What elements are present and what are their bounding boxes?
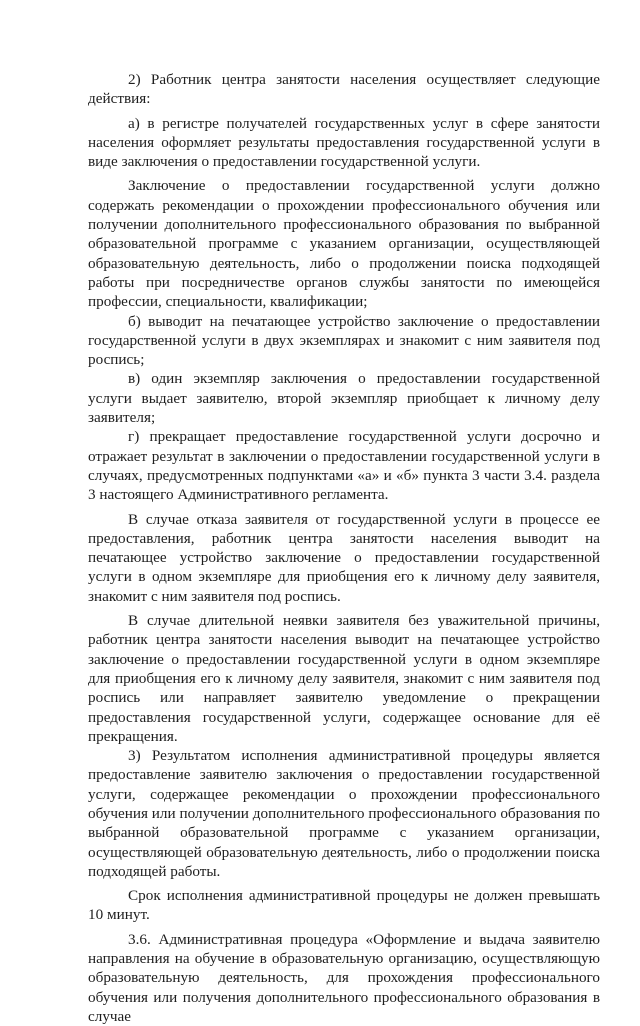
document-page [88, 70, 600, 1026]
paragraph-section-3-6: 3.6. Административная процедура «Оформление и выдача заявителю направления на обучение в образовательную организацию, осуществляющую образовательную деятельность, для прохождения профессионального обучения или получения дополнительного профессионального образования в случае [88, 930, 600, 1025]
paragraph-conclusion-content: Заключение о предоставлении государственной услуги должно содержать рекомендации о прохождении профессионального обучения или получении дополнительного профессионального образования по выбранной образовательной программе с указанием организации, осуществляющей образовательную деятельность, либо о продолжении поиска подходящей работы при посредничестве органов службы занятости по имеющейся профессии, специальности, квалификации; [88, 177, 600, 311]
paragraph-procedure-result: 3) Результатом исполнения административной процедуры является предоставление заявителю заключения о предоставлении государственной услуги, содержащее рекомендации о прохождении профессионального обучения или получении дополнительного профессионального образования по выбранной образовательной программе с указанием организации, осуществляющей образовательную деятельность, либо о продолжении поиска подходящей работы. [88, 747, 600, 880]
paragraph-item-v: в) один экземпляр заключения о предоставлении государственной услуги выдает заявителю, второй экземпляр приобщает к личному делу заявителя; [88, 370, 600, 427]
paragraph-item-b: б) выводит на печатающее устройство заключение о предоставлении государственной услуги в двух экземплярах и знакомит с ним заявителя под роспись; [88, 312, 600, 369]
paragraph-item-a: а) в регистре получателей государственных услуг в сфере занятости населения оформляет результаты предоставления государственной услуги в виде заключения о предоставлении государственной услуги. [88, 114, 600, 171]
paragraph-absence-case: В случае длительной неявки заявителя без уважительной причины, работник центра занятости населения выводит на печатающее устройство заключение о предоставлении государственной услуги в одном экземпляре для приобщения его к личному делу заявителя, знакомит с ним заявителя под роспись или направляет заявителю уведомление о прекращении предоставления государственной услуги, содержащее основание для её прекращения. [88, 612, 600, 745]
paragraph-actions-intro: 2) Работник центра занятости населения осуществляет следующие действия: [88, 71, 600, 108]
paragraph-execution-term: Срок исполнения административной процедуры не должен превышать 10 минут. [88, 887, 600, 924]
paragraph-item-g: г) прекращает предоставление государственной услуги досрочно и отражает результат в заключении о предоставлении государственной услуги в случаях, предусмотренных подпунктами «а» и «б» пункта 3 части 3.4. раздела 3 настоящего Административного регламента. [88, 428, 600, 504]
paragraph-refusal-case: В случае отказа заявителя от государственной услуги в процессе ее предоставления, работник центра занятости населения выводит на печатающее устройство заключение о предоставлении государственной услуги в одном экземпляре для приобщения его к личному делу заявителя, знакомит с ним заявителя под роспись. [88, 510, 600, 605]
